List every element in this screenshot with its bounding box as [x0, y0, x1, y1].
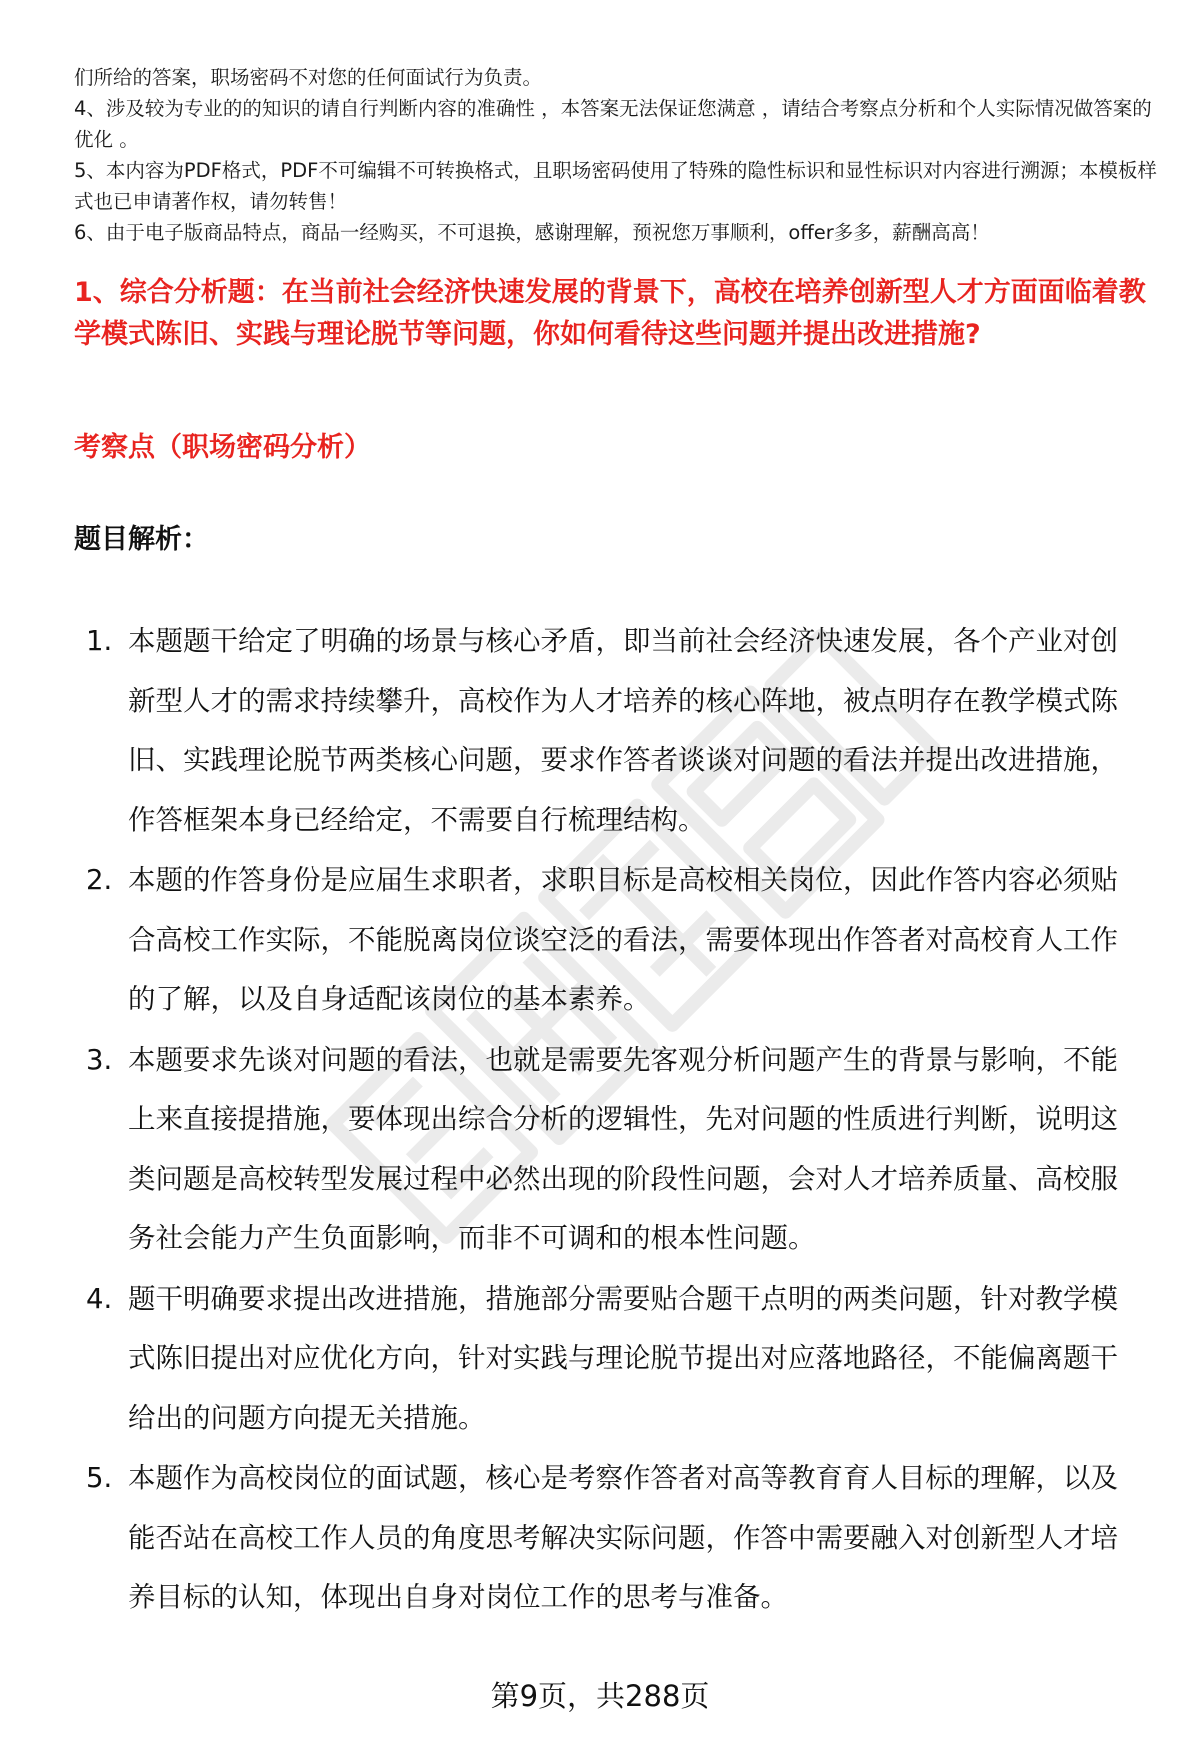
list-item-number: 1.	[86, 625, 113, 657]
list-item-text: 本题的作答身份是应届生求职者，求职目标是高校相关岗位，因此作答内容必须贴合高校工作实际，不能脱离岗位谈空泛的看法，需要体现出作答者对高校育人工作的了解，以及自身适配该岗位的基本素养。	[128, 864, 1118, 1015]
list-item-number: 3.	[86, 1043, 113, 1076]
list-item	[74, 1031, 1144, 1269]
note-line: 4、涉及较为专业的的知识的请自行判断内容的准确性 ，本答案无法保证您满意 ，请结合考察点分析和个人实际情况做答案的优化 。	[74, 97, 1152, 151]
exam-point-heading: 考察点（职场密码分析）	[74, 432, 371, 463]
note-line: 们所给的答案，职场密码不对您的任何面试行为负责。	[74, 66, 543, 89]
list-item-text: 本题题干给定了明确的场景与核心矛盾，即当前社会经济快速发展，各个产业对创新型人才的需求持续攀升，高校作为人才培养的核心阵地，被点明存在教学模式陈旧、实践理论脱节两类核心问题，要求作答者谈谈对问题的看法并提出改进措施，作答框架本身已经给定，不需要自行梳理结构。	[128, 625, 1118, 836]
list-item-text: 本题要求先谈对问题的看法，也就是需要先客观分析问题产生的背景与影响，不能上来直接提措施，要体现出综合分析的逻辑性，先对问题的性质进行判断，说明这类问题是高校转型发展过程中必然出现的阶段性问题，会对人才培养质量、高校服务社会能力产生负面影响，而非不可调和的根本性问题。	[128, 1043, 1118, 1254]
list-item-number: 5.	[86, 1462, 113, 1494]
list-item-text: 题干明确要求提出改进措施，措施部分需要贴合题干点明的两类问题，针对教学模式陈旧提出对应优化方向，针对实践与理论脱节提出对应落地路径，不能偏离题干给出的问题方向提无关措施。	[128, 1282, 1118, 1434]
list-item-text: 本题作为高校岗位的面试题，核心是考察作答者对高等教育育人目标的理解，以及能否站在高校工作人员的角度思考解决实际问题，作答中需要融入对创新型人才培养目标的认知，体现出自身对岗位工作的思考与准备。	[128, 1462, 1118, 1613]
analysis-list	[74, 612, 1144, 1629]
list-item	[74, 1449, 1144, 1628]
disclaimer-notes	[74, 62, 1164, 248]
list-item	[74, 851, 1144, 1030]
page-number-footer: 第9页，共288页	[490, 1679, 710, 1713]
list-item-number: 4.	[86, 1282, 113, 1315]
list-item-number: 2.	[86, 864, 113, 896]
analysis-heading: 题目解析：	[74, 524, 209, 555]
note-line: 6、由于电子版商品特点，商品一经购买，不可退换，感谢理解，预祝您万事顺利，offer多多，薪酬高高！	[74, 221, 990, 244]
note-line: 5、本内容为PDF格式，PDF不可编辑不可转换格式，且职场密码使用了特殊的隐性标识和显性标识对内容进行溯源；本模板样式也已申请著作权，请勿转售！	[74, 159, 1157, 213]
list-item	[74, 612, 1144, 850]
list-item	[74, 1270, 1144, 1449]
question-title: 1、综合分析题：在当前社会经济快速发展的背景下，高校在培养创新型人才方面面临着教学模式陈旧、实践与理论脱节等问题，你如何看待这些问题并提出改进措施?	[74, 277, 1146, 350]
